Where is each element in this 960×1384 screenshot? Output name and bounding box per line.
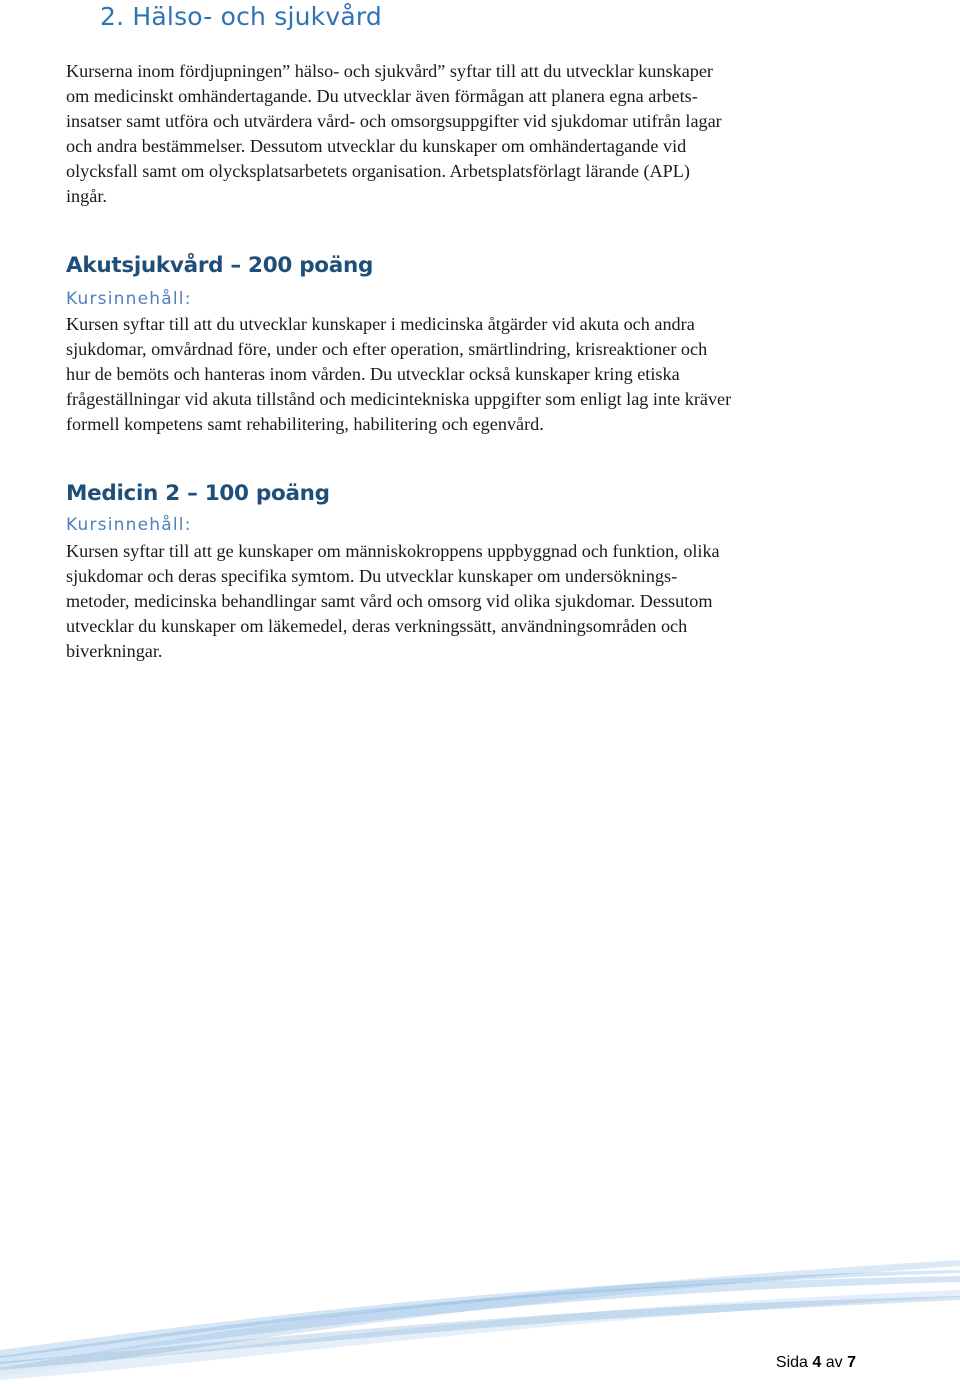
- page-of-word: av: [825, 1354, 843, 1371]
- page-current: 4: [812, 1354, 822, 1371]
- page-number: [772, 1352, 860, 1374]
- course-title-akutsjukvard: Akutsjukvård – 200 poäng: [66, 253, 374, 278]
- page-word: Sida: [775, 1354, 808, 1371]
- section-heading: 2. Hälso- och sjukvård: [100, 2, 382, 31]
- course-description-akutsjukvard: Kursen syftar till att du utvecklar kunskaper i medicinska åtgärder vid akuta och andra sjukdomar, omvårdnad före, under och efter operation, smärtlindring, krisreaktioner och hur de bemöts och hanteras inom vården. Du utvecklar också kunskaper kring etiska frågeställningar vid akuta tillstånd och medicintekniska uppgifter som enligt lag inte kräver formell kompetens samt rehabilitering, habilitering och egenvård.: [66, 314, 732, 434]
- page-total: 7: [847, 1354, 856, 1371]
- course-title-medicin-2: Medicin 2 – 100 poäng: [66, 481, 330, 506]
- section-intro-paragraph: Kurserna inom fördjupningen” hälso- och sjukvård” syftar till att du utvecklar kunskaper om medicinskt omhändertagande. Du utvecklar även förmågan att planera egna arbets- insatser samt utföra och utvärdera vård- och omsorgsuppgifter vid sjukdomar utifrån lagar och andra bestämmelser. Dessutom utvecklar du kunskaper om omhändertagande vid olycksfall samt om olycksplatsarbetets organisation. Arbetsplatsförlagt lärande (APL) ingår.: [66, 61, 722, 206]
- course-content-subheading: Kursinnehåll:: [66, 289, 192, 309]
- course-description-medicin-2: Kursen syftar till att ge kunskaper om människokroppens uppbyggnad och funktion, olika sjukdomar och deras specifika symtom. Du utvecklar kunskaper om undersöknings- metoder, medicinska behandlingar samt vård och omsorg vid olika sjukdomar. Dessutom utvecklar du kunskaper om läkemedel, deras verkningssätt, användningsområden och biverkningar.: [66, 541, 720, 661]
- course-content-subheading: Kursinnehåll:: [66, 515, 192, 535]
